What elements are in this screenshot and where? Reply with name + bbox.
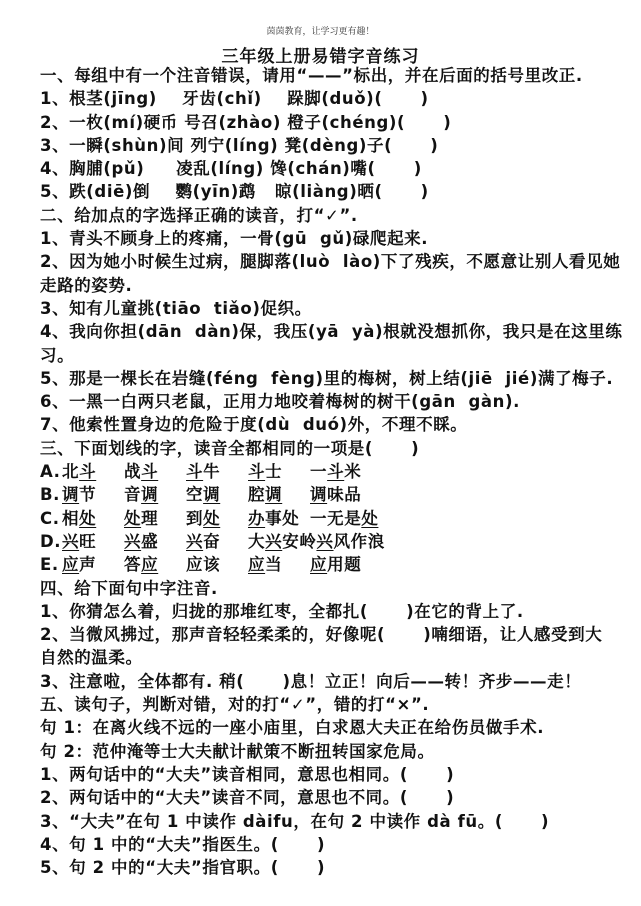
option-word xyxy=(186,483,248,506)
option-word xyxy=(186,460,248,483)
underlined-char: 斗 xyxy=(141,462,159,482)
word-part: 士 xyxy=(265,462,283,482)
word-part: 北 xyxy=(62,462,80,482)
underlined-char: 应 xyxy=(62,555,80,575)
underlined-char: 处 xyxy=(79,508,97,528)
text-line: 3、知有儿童挑(tiāo tiǎo)促织。 xyxy=(40,298,312,318)
underlined-char: 处 xyxy=(124,508,142,528)
word-part: 应该 xyxy=(186,555,221,575)
option-word xyxy=(124,460,186,483)
text-line: 3、注意啦，全体都有. 稍( )息！立正！向后——转！齐步——走！ xyxy=(40,671,582,691)
option-word xyxy=(248,460,310,483)
text-line: 习。 xyxy=(40,345,75,365)
underlined-char: 斗 xyxy=(186,462,204,482)
word-part: 当 xyxy=(265,555,283,575)
text-line: 1、青头不顾身上的疼痛，一骨(gū gǔ)碌爬起来. xyxy=(40,229,429,249)
underlined-char: 调 xyxy=(203,485,221,505)
word-part: 声 xyxy=(79,555,97,575)
option-label: E. xyxy=(40,555,59,575)
word-part: 风作浪 xyxy=(333,531,385,551)
option-word xyxy=(186,507,248,530)
option-word xyxy=(124,530,186,553)
option-row xyxy=(40,507,630,530)
option-label: C. xyxy=(40,508,60,528)
underlined-char: 斗 xyxy=(327,462,345,482)
text-line: 4、句 1 中的“大夫”指医生。( ) xyxy=(40,834,326,854)
option-word xyxy=(62,460,124,483)
text-line: 自然的温柔。 xyxy=(40,648,143,668)
text-line: 2、当微风拂过，那声音轻轻柔柔的，好像呢( )喃细语，让人感受到大 xyxy=(40,625,603,645)
underlined-char: 斗 xyxy=(79,462,97,482)
text-line: 2、两句话中的“大夫”读音不同，意思也不同。( ) xyxy=(40,788,455,808)
text-line: 五、读句子，判断对错，对的打“✓”，错的打“×”. xyxy=(40,695,430,715)
option-label: D. xyxy=(40,531,62,551)
word-part: 大 xyxy=(248,531,266,551)
text-line: 2、一枚(mí)硬币 号召(zhào) 橙子(chéng)( ) xyxy=(40,112,452,132)
option-word xyxy=(124,553,186,576)
word-part: 事处 xyxy=(265,508,300,528)
text-line: 一、每组中有一个注音错误，请用“——”标出，并在后面的括号里改正. xyxy=(40,66,583,85)
text-line: 四、给下面句中字注音. xyxy=(40,578,218,598)
word-part: 一 xyxy=(310,462,328,482)
underlined-char: 调 xyxy=(265,485,283,505)
underlined-char: 斗 xyxy=(248,462,266,482)
text-line: 3、一瞬(shùn)间 列宁(líng) 凳(dèng)子( ) xyxy=(40,135,439,155)
option-word xyxy=(62,507,124,530)
underlined-char: 兴 xyxy=(316,531,334,551)
word-part: 用题 xyxy=(327,555,362,575)
text-line: 二、给加点的字选择正确的读音，打“✓”. xyxy=(40,205,358,225)
option-word xyxy=(124,507,186,530)
worksheet-title: 三年级上册易错字音练习 xyxy=(221,47,420,67)
underlined-char: 应 xyxy=(310,555,328,575)
option-word xyxy=(62,553,124,576)
word-part: 到 xyxy=(186,508,204,528)
word-part: 答 xyxy=(124,555,142,575)
worksheet-body xyxy=(40,64,630,879)
text-line: 1、两句话中的“大夫”读音相同，意思也相同。( ) xyxy=(40,764,455,784)
underlined-char: 调 xyxy=(310,485,328,505)
text-line: 4、我向你担(dān dàn)保，我压(yā yà)根就没想抓你，我只是在这里练 xyxy=(40,322,623,342)
underlined-char: 应 xyxy=(248,555,266,575)
option-word xyxy=(316,530,384,553)
text-line: 三、下面划线的字，读音全都相同的一项是( ) xyxy=(40,438,420,458)
text-line: 5、句 2 中的“大夫”指官职。( ) xyxy=(40,858,326,878)
underlined-char: 办 xyxy=(248,508,266,528)
word-part: 战 xyxy=(124,462,142,482)
text-line: 1、根茎(jīng) 牙齿(chǐ) 跺脚(duǒ)( ) xyxy=(40,89,429,109)
page-header: 茵茵教育，让学习更有趣！ xyxy=(266,27,375,37)
word-part: 相 xyxy=(62,508,80,528)
word-part: 米 xyxy=(344,462,362,482)
word-part: 腔 xyxy=(248,485,266,505)
text-line: 句 2：范仲淹等士大夫献计献策不断扭转国家危局。 xyxy=(40,741,435,761)
word-part: 奋 xyxy=(203,531,221,551)
word-part: 安岭 xyxy=(282,531,317,551)
text-line: 7、他索性置身边的危险于度(dù duó)外，不理不睬。 xyxy=(40,415,468,435)
word-part: 空 xyxy=(186,485,204,505)
option-row xyxy=(40,530,630,553)
text-line: 6、一黑一白两只老鼠，正用力地咬着梅树的树干(gān gàn). xyxy=(40,392,521,412)
option-word xyxy=(186,553,248,576)
text-line: 4、胸脯(pǔ) 凌乱(líng) 馋(chán)嘴( ) xyxy=(40,159,422,179)
option-word xyxy=(310,553,372,576)
word-part: 音 xyxy=(124,485,142,505)
text-line: 走路的姿势. xyxy=(40,275,133,295)
option-row xyxy=(40,553,630,576)
word-part: 牛 xyxy=(203,462,221,482)
underlined-char: 兴 xyxy=(124,531,142,551)
option-word xyxy=(62,483,124,506)
word-part: 盛 xyxy=(141,531,159,551)
option-word xyxy=(248,553,310,576)
option-row xyxy=(40,460,630,483)
underlined-char: 应 xyxy=(141,555,159,575)
option-row xyxy=(40,483,630,506)
underlined-char: 兴 xyxy=(265,531,283,551)
option-word xyxy=(248,483,310,506)
option-word xyxy=(248,507,310,530)
underlined-char: 兴 xyxy=(62,531,80,551)
word-part: 一无是 xyxy=(310,508,362,528)
option-word xyxy=(310,507,378,530)
option-word xyxy=(310,460,372,483)
text-line: 1、你猜怎么着，归拢的那堆红枣，全都扎( )在它的背上了. xyxy=(40,601,524,621)
word-part: 旺 xyxy=(79,531,97,551)
text-line: 5、那是一棵长在岩缝(féng fèng)里的梅树，树上结(jiē jié)满了梅子. xyxy=(40,368,614,388)
option-word xyxy=(186,530,248,553)
underlined-char: 调 xyxy=(62,485,80,505)
word-part: 理 xyxy=(141,508,159,528)
underlined-char: 调 xyxy=(141,485,159,505)
underlined-char: 处 xyxy=(361,508,379,528)
word-part: 节 xyxy=(79,485,97,505)
option-label: A. xyxy=(40,462,61,482)
option-word xyxy=(124,483,186,506)
text-line: 5、跌(diē)倒 鹦(yīn)鹉 晾(liàng)晒( ) xyxy=(40,182,429,202)
option-word xyxy=(62,530,124,553)
text-line: 3、“大夫”在句 1 中读作 dàifu，在句 2 中读作 dà fū。( ) xyxy=(40,811,550,831)
option-word xyxy=(310,483,372,506)
option-word xyxy=(248,530,316,553)
option-label: B. xyxy=(40,485,61,505)
text-line: 2、因为她小时候生过病，腿脚落(luò lào)下了残疾，不愿意让别人看见她 xyxy=(40,252,621,272)
underlined-char: 兴 xyxy=(186,531,204,551)
underlined-char: 处 xyxy=(203,508,221,528)
text-line: 句 1：在离火线不远的一座小庙里，白求恩大夫正在给伤员做手术. xyxy=(40,718,545,738)
word-part: 味品 xyxy=(327,485,362,505)
